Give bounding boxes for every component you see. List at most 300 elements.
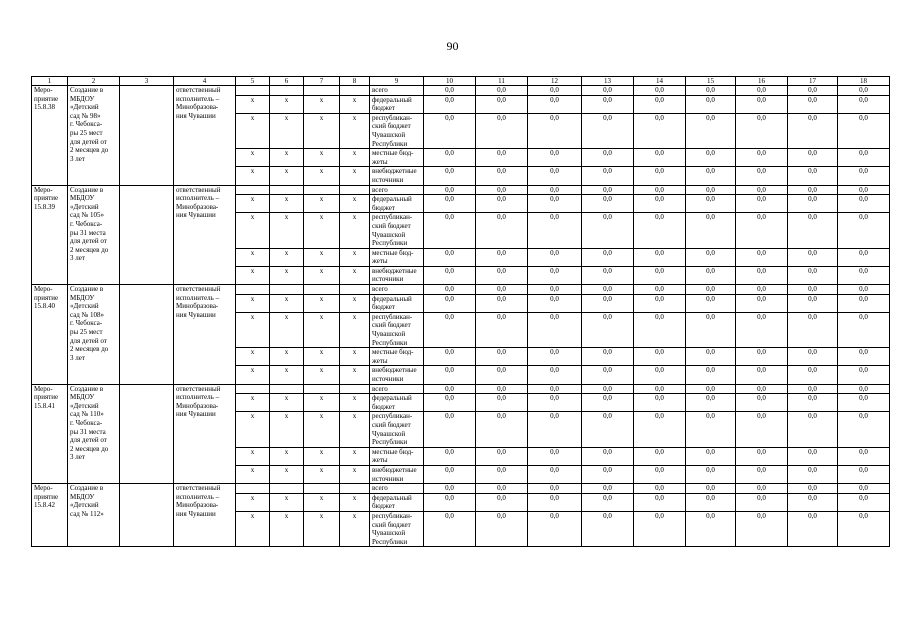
code-cell: x	[304, 312, 340, 347]
column-number-6: 6	[270, 77, 304, 86]
amount-cell: 0,0	[736, 394, 788, 412]
code-cell: x	[340, 348, 370, 366]
code-cell: x	[236, 348, 270, 366]
code-cell: x	[270, 394, 304, 412]
cell-line: сад № 108»	[70, 310, 105, 319]
code-cell: x	[304, 348, 340, 366]
cell-line: МБДОУ	[70, 492, 95, 501]
amount-cell: 0,0	[634, 195, 686, 213]
responsible-executor	[174, 384, 236, 484]
amount-cell: 0,0	[838, 394, 890, 412]
amount-cell: 0,0	[424, 86, 476, 96]
amount-cell: 0,0	[788, 266, 838, 284]
amount-cell: 0,0	[634, 266, 686, 284]
cell-line: 2 месяцев до	[70, 245, 109, 254]
amount-cell: 0,0	[582, 384, 634, 394]
code-cell: x	[236, 149, 270, 167]
amount-cell: 0,0	[582, 248, 634, 266]
cell-line: Минобразова-	[176, 401, 219, 410]
cell-line: Чувашской	[372, 529, 406, 538]
amount-cell: 0,0	[528, 213, 582, 248]
amount-cell: 0,0	[582, 113, 634, 148]
amount-cell: 0,0	[736, 493, 788, 511]
amount-cell: 0,0	[424, 366, 476, 384]
cell-line: всего	[372, 285, 388, 294]
amount-cell: 0,0	[838, 412, 890, 447]
amount-cell: 0,0	[424, 412, 476, 447]
cell-line: внебюджетные	[372, 465, 417, 474]
amount-cell: 0,0	[736, 213, 788, 248]
cell-line: жеты	[372, 157, 388, 166]
cell-line: для детей от	[70, 436, 107, 445]
code-cell: x	[340, 248, 370, 266]
cell-line: МБДОУ	[70, 393, 95, 402]
cell-line: федеральный	[372, 493, 412, 502]
cell-line: Минобразова-	[176, 501, 219, 510]
code-cell: x	[304, 113, 340, 148]
amount-cell: 0,0	[424, 213, 476, 248]
amount-cell: 0,0	[838, 465, 890, 483]
cell-line: 15.8.42	[34, 501, 55, 510]
amount-cell: 0,0	[582, 213, 634, 248]
cell-line: «Детский	[70, 103, 99, 112]
cell-line: исполнитель –	[176, 492, 220, 501]
empty-col-3	[120, 484, 174, 547]
amount-cell: 0,0	[582, 412, 634, 447]
amount-cell: 0,0	[528, 312, 582, 347]
amount-cell: 0,0	[788, 412, 838, 447]
code-cell: x	[270, 195, 304, 213]
amount-cell: 0,0	[634, 113, 686, 148]
code-cell: x	[236, 195, 270, 213]
amount-cell: 0,0	[424, 185, 476, 195]
cell-line: Республики	[372, 438, 408, 447]
amount-cell: 0,0	[736, 294, 788, 312]
cell-line: «Детский	[70, 202, 99, 211]
amount-cell: 0,0	[788, 312, 838, 347]
cell-line: г. Чебокса-	[70, 319, 103, 328]
measure-code	[32, 86, 68, 186]
amount-cell: 0,0	[424, 266, 476, 284]
amount-cell: 0,0	[424, 465, 476, 483]
amount-cell: 0,0	[686, 366, 736, 384]
amount-cell: 0,0	[582, 348, 634, 366]
amount-cell: 0,0	[736, 248, 788, 266]
column-number-5: 5	[236, 77, 270, 86]
cell-line: ния Чувашии	[176, 211, 216, 220]
table-row	[32, 86, 890, 96]
code-cell: x	[236, 493, 270, 511]
amount-cell: 0,0	[838, 366, 890, 384]
code-cell: x	[236, 167, 270, 185]
cell-line: ский бюджет	[372, 221, 411, 230]
amount-cell: 0,0	[424, 384, 476, 394]
code-cell: x	[304, 366, 340, 384]
measure-name	[68, 185, 120, 285]
cell-line: ский бюджет	[372, 122, 411, 131]
amount-cell: 0,0	[788, 366, 838, 384]
amount-cell: 0,0	[788, 294, 838, 312]
amount-cell: 0,0	[838, 185, 890, 195]
amount-cell: 0,0	[476, 195, 528, 213]
amount-cell: 0,0	[736, 195, 788, 213]
amount-cell: 0,0	[528, 195, 582, 213]
cell-line: республикан-	[372, 213, 413, 222]
amount-cell: 0,0	[686, 213, 736, 248]
amount-cell: 0,0	[634, 248, 686, 266]
amount-cell: 0,0	[582, 493, 634, 511]
code-cell	[270, 384, 304, 394]
cell-line: всего	[372, 384, 388, 393]
cell-line: 15.8.40	[34, 302, 55, 311]
amount-cell: 0,0	[528, 412, 582, 447]
cell-line: для детей от	[70, 336, 107, 345]
amount-cell: 0,0	[736, 113, 788, 148]
amount-cell: 0,0	[788, 348, 838, 366]
code-cell: x	[236, 412, 270, 447]
amount-cell: 0,0	[582, 95, 634, 113]
column-number-15: 15	[686, 77, 736, 86]
cell-line: источники	[372, 175, 404, 184]
amount-cell: 0,0	[582, 266, 634, 284]
cell-line: бюджет	[372, 303, 395, 312]
amount-cell: 0,0	[476, 511, 528, 546]
page-number: 90	[446, 39, 459, 53]
empty-col-3	[120, 285, 174, 385]
cell-line: местные бюд-	[372, 248, 414, 257]
code-cell: x	[340, 167, 370, 185]
funding-source	[370, 447, 424, 465]
amount-cell: 0,0	[634, 167, 686, 185]
amount-cell: 0,0	[838, 266, 890, 284]
code-cell	[270, 285, 304, 295]
code-cell: x	[340, 412, 370, 447]
cell-line: исполнитель –	[176, 293, 220, 302]
code-cell: x	[236, 447, 270, 465]
amount-cell: 0,0	[528, 348, 582, 366]
amount-cell: 0,0	[476, 348, 528, 366]
amount-cell: 0,0	[736, 465, 788, 483]
column-number-12: 12	[528, 77, 582, 86]
measure-code	[32, 185, 68, 285]
amount-cell: 0,0	[838, 113, 890, 148]
code-cell: x	[270, 511, 304, 546]
column-number-16: 16	[736, 77, 788, 86]
empty-col-3	[120, 86, 174, 186]
column-number-9: 9	[370, 77, 424, 86]
amount-cell: 0,0	[788, 248, 838, 266]
amount-cell: 0,0	[686, 266, 736, 284]
funding-source	[370, 86, 424, 96]
cell-line: федеральный	[372, 294, 412, 303]
cell-line: ответственный	[176, 484, 221, 493]
amount-cell: 0,0	[788, 113, 838, 148]
cell-line: федеральный	[372, 95, 412, 104]
cell-line: ния Чувашии	[176, 310, 216, 319]
code-cell: x	[340, 366, 370, 384]
code-cell	[270, 185, 304, 195]
code-cell: x	[304, 195, 340, 213]
cell-line: МБДОУ	[70, 94, 95, 103]
cell-line: федеральный	[372, 394, 412, 403]
amount-cell: 0,0	[838, 195, 890, 213]
cell-line: Меро-	[34, 484, 53, 493]
code-cell: x	[340, 394, 370, 412]
amount-cell: 0,0	[424, 447, 476, 465]
amount-cell: 0,0	[528, 149, 582, 167]
amount-cell: 0,0	[686, 113, 736, 148]
amount-cell: 0,0	[788, 95, 838, 113]
amount-cell: 0,0	[686, 493, 736, 511]
funding-source	[370, 394, 424, 412]
cell-line: Республики	[372, 537, 408, 546]
amount-cell: 0,0	[476, 113, 528, 148]
amount-cell: 0,0	[476, 484, 528, 494]
cell-line: республикан-	[372, 113, 413, 122]
funding-source	[370, 484, 424, 494]
amount-cell: 0,0	[528, 394, 582, 412]
cell-line: 3 лет	[70, 353, 85, 362]
cell-line: внебюджетные	[372, 167, 417, 176]
amount-cell: 0,0	[424, 312, 476, 347]
cell-line: ры 31 места	[70, 427, 106, 436]
cell-line: приятие	[34, 94, 59, 103]
amount-cell: 0,0	[838, 167, 890, 185]
amount-cell: 0,0	[528, 185, 582, 195]
code-cell: x	[304, 149, 340, 167]
amount-cell: 0,0	[788, 195, 838, 213]
code-cell: x	[270, 366, 304, 384]
amount-cell: 0,0	[686, 511, 736, 546]
cell-line: Чувашской	[372, 130, 406, 139]
code-cell: x	[270, 95, 304, 113]
amount-cell: 0,0	[634, 384, 686, 394]
amount-cell: 0,0	[634, 447, 686, 465]
cell-line: ский бюджет	[372, 321, 411, 330]
code-cell: x	[304, 266, 340, 284]
amount-cell: 0,0	[528, 511, 582, 546]
amount-cell: 0,0	[736, 484, 788, 494]
amount-cell: 0,0	[476, 394, 528, 412]
funding-source	[370, 493, 424, 511]
amount-cell: 0,0	[788, 394, 838, 412]
funding-source	[370, 167, 424, 185]
code-cell: x	[236, 95, 270, 113]
code-cell	[304, 484, 340, 494]
amount-cell: 0,0	[686, 348, 736, 366]
cell-line: местные бюд-	[372, 447, 414, 456]
amount-cell: 0,0	[634, 484, 686, 494]
cell-line: источники	[372, 375, 404, 383]
cell-line: Республики	[372, 239, 408, 248]
amount-cell: 0,0	[634, 149, 686, 167]
column-number-1: 1	[32, 77, 68, 86]
amount-cell: 0,0	[424, 113, 476, 148]
amount-cell: 0,0	[582, 312, 634, 347]
cell-line: сад № 98»	[70, 111, 101, 120]
amount-cell: 0,0	[476, 167, 528, 185]
cell-line: сад № 112»	[70, 509, 104, 518]
amount-cell: 0,0	[736, 86, 788, 96]
code-cell: x	[270, 465, 304, 483]
column-number-17: 17	[788, 77, 838, 86]
cell-line: «Детский	[70, 501, 99, 510]
code-cell	[340, 484, 370, 494]
amount-cell: 0,0	[634, 285, 686, 295]
amount-cell: 0,0	[424, 95, 476, 113]
cell-line: 2 месяцев до	[70, 345, 109, 354]
amount-cell: 0,0	[424, 511, 476, 546]
measure-name	[68, 484, 120, 547]
cell-line: бюджет	[372, 203, 395, 212]
code-cell: x	[270, 412, 304, 447]
responsible-executor	[174, 285, 236, 385]
amount-cell: 0,0	[838, 248, 890, 266]
code-cell	[270, 484, 304, 494]
amount-cell: 0,0	[424, 285, 476, 295]
cell-line: источники	[372, 275, 404, 284]
amount-cell: 0,0	[634, 294, 686, 312]
table-row	[32, 185, 890, 195]
cell-line: ры 25 мест	[70, 328, 103, 337]
cell-line: исполнитель –	[176, 194, 220, 203]
cell-line: г. Чебокса-	[70, 418, 103, 427]
code-cell	[236, 285, 270, 295]
code-cell: x	[236, 266, 270, 284]
table-row	[32, 484, 890, 494]
amount-cell: 0,0	[582, 285, 634, 295]
code-cell	[340, 86, 370, 96]
amount-cell: 0,0	[528, 447, 582, 465]
amount-cell: 0,0	[838, 213, 890, 248]
code-cell: x	[340, 465, 370, 483]
amount-cell: 0,0	[686, 149, 736, 167]
cell-line: сад № 110»	[70, 410, 104, 419]
code-cell	[270, 86, 304, 96]
cell-line: источники	[372, 474, 404, 483]
cell-line: жеты	[372, 356, 388, 365]
cell-line: всего	[372, 86, 388, 94]
amount-cell: 0,0	[476, 95, 528, 113]
amount-cell: 0,0	[838, 149, 890, 167]
code-cell: x	[270, 493, 304, 511]
code-cell	[236, 86, 270, 96]
code-cell: x	[236, 366, 270, 384]
amount-cell: 0,0	[788, 149, 838, 167]
code-cell: x	[236, 213, 270, 248]
amount-cell: 0,0	[686, 86, 736, 96]
code-cell	[304, 185, 340, 195]
amount-cell: 0,0	[582, 394, 634, 412]
responsible-executor	[174, 86, 236, 186]
amount-cell: 0,0	[838, 511, 890, 546]
measure-name	[68, 285, 120, 385]
amount-cell: 0,0	[424, 294, 476, 312]
cell-line: Минобразова-	[176, 202, 219, 211]
amount-cell: 0,0	[838, 348, 890, 366]
cell-line: бюджет	[372, 502, 395, 511]
code-cell: x	[340, 493, 370, 511]
code-cell: x	[236, 465, 270, 483]
measure-code	[32, 384, 68, 484]
cell-line: 3 лет	[70, 154, 85, 163]
cell-line: Меро-	[34, 384, 53, 393]
funding-source	[370, 366, 424, 384]
amount-cell: 0,0	[528, 113, 582, 148]
code-cell: x	[270, 167, 304, 185]
cell-line: ния Чувашии	[176, 111, 216, 120]
amount-cell: 0,0	[528, 384, 582, 394]
code-cell: x	[340, 447, 370, 465]
amount-cell: 0,0	[838, 384, 890, 394]
amount-cell: 0,0	[634, 86, 686, 96]
amount-cell: 0,0	[528, 95, 582, 113]
amount-cell: 0,0	[424, 248, 476, 266]
amount-cell: 0,0	[838, 447, 890, 465]
code-cell	[340, 285, 370, 295]
amount-cell: 0,0	[634, 95, 686, 113]
measure-name	[68, 86, 120, 186]
amount-cell: 0,0	[634, 348, 686, 366]
amount-cell: 0,0	[634, 465, 686, 483]
cell-line: Меро-	[34, 185, 53, 194]
code-cell: x	[270, 248, 304, 266]
cell-line: бюджет	[372, 104, 395, 113]
cell-line: Чувашской	[372, 429, 406, 438]
funding-source	[370, 113, 424, 148]
cell-line: ский бюджет	[372, 420, 411, 429]
amount-cell: 0,0	[736, 95, 788, 113]
amount-cell: 0,0	[788, 447, 838, 465]
cell-line: Создание в	[70, 384, 104, 393]
header-row	[32, 77, 890, 86]
amount-cell: 0,0	[736, 312, 788, 347]
code-cell: x	[304, 447, 340, 465]
amount-cell: 0,0	[736, 384, 788, 394]
cell-line: Чувашской	[372, 330, 406, 339]
amount-cell: 0,0	[424, 195, 476, 213]
amount-cell: 0,0	[476, 294, 528, 312]
code-cell: x	[236, 394, 270, 412]
cell-line: Республики	[372, 139, 408, 148]
code-cell: x	[304, 294, 340, 312]
amount-cell: 0,0	[838, 95, 890, 113]
cell-line: местные бюд-	[372, 149, 414, 158]
funding-source	[370, 285, 424, 295]
code-cell	[340, 384, 370, 394]
amount-cell: 0,0	[476, 285, 528, 295]
column-number-8: 8	[340, 77, 370, 86]
code-cell: x	[304, 95, 340, 113]
amount-cell: 0,0	[634, 312, 686, 347]
cell-line: Республики	[372, 338, 408, 347]
code-cell: x	[304, 465, 340, 483]
code-cell: x	[340, 294, 370, 312]
amount-cell: 0,0	[528, 266, 582, 284]
amount-cell: 0,0	[788, 167, 838, 185]
cell-line: исполнитель –	[176, 393, 220, 402]
responsible-executor	[174, 484, 236, 547]
cell-line: Минобразова-	[176, 103, 219, 112]
amount-cell: 0,0	[788, 493, 838, 511]
amount-cell: 0,0	[528, 465, 582, 483]
amount-cell: 0,0	[838, 86, 890, 96]
cell-line: ответственный	[176, 384, 221, 393]
cell-line: ры 25 мест	[70, 128, 103, 137]
cell-line: Меро-	[34, 285, 53, 294]
code-cell	[236, 484, 270, 494]
responsible-executor	[174, 185, 236, 285]
